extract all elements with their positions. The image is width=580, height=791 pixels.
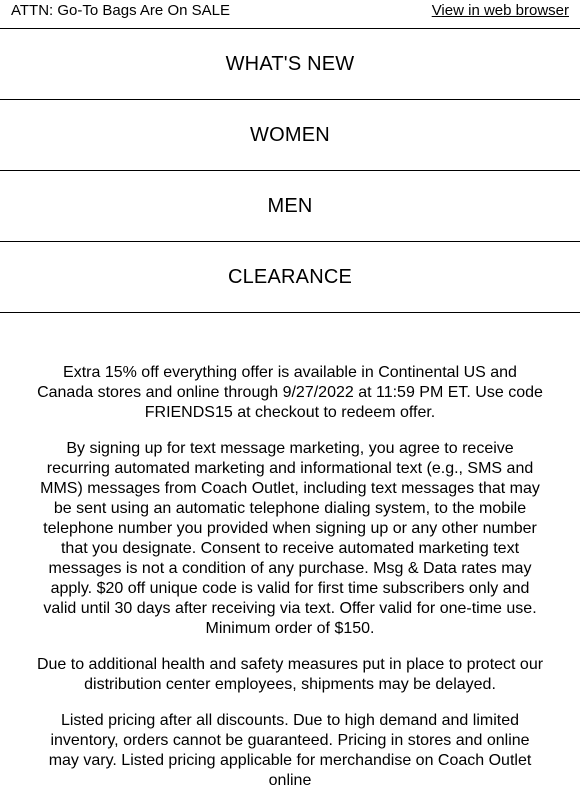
nav-item-whats-new[interactable] — [0, 29, 580, 100]
attn-text: ATTN: Go-To Bags Are On SALE — [11, 2, 230, 19]
nav-item-women[interactable] — [0, 100, 580, 171]
offer-terms-paragraph: Extra 15% off everything offer is available in Continental US and Canada stores and online through 9/27/2022 at 11:59 PM ET. Use code FRIENDS15 at checkout to redeem offer. — [37, 364, 543, 421]
main-nav — [0, 29, 580, 313]
shipping-notice-paragraph: Due to additional health and safety measures put in place to protect our distribution center employees, shipments may be delayed. — [36, 656, 544, 693]
nav-item-label: CLEARANCE — [227, 265, 353, 288]
top-bar — [0, 0, 580, 29]
nav-item-label: MEN — [267, 194, 313, 217]
nav-item-label: WOMEN — [250, 123, 330, 146]
nav-item-clearance[interactable] — [0, 242, 580, 313]
sms-terms-paragraph: By signing up for text message marketing, you agree to receive recurring automated marketing and informational text (e.g., SMS and MMS) messages from Coach Outlet, including text messages that may be sent using an automatic telephone dialing system, to the mobile telephone number you provided when signing up or any other number that you designate. Consent to receive automated marketing text messages is not a condition of any purchase. Msg & Data rates may apply. $20 off unique code is valid for first time subscribers only and valid until 30 days after receiving via text. Offer valid for one-time use. Minimum order of $150. — [40, 440, 540, 637]
nav-item-label: WHAT'S NEW — [225, 52, 355, 75]
view-in-browser-link[interactable]: View in web browser — [431, 2, 569, 19]
nav-item-men[interactable] — [0, 171, 580, 242]
pricing-notice-paragraph: Listed pricing after all discounts. Due to high demand and limited inventory, orders cannot be guaranteed. Pricing in stores and online may vary. Listed pricing applicable for merchandise on Coach Outlet online — [48, 712, 532, 789]
legal-disclaimer — [0, 313, 580, 791]
